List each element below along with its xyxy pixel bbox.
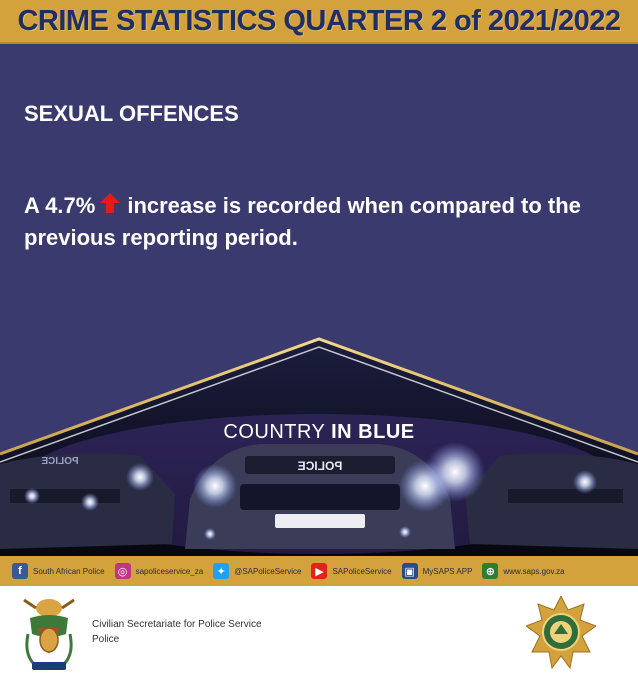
instagram-icon: ◎ — [115, 563, 131, 579]
banner-text-light: COUNTRY — [223, 421, 332, 443]
saps-star-badge-logo — [526, 596, 596, 670]
social-item-twitter[interactable] — [213, 563, 301, 579]
youtube-icon: ▶ — [311, 563, 327, 579]
social-item-instagram[interactable] — [115, 563, 204, 579]
main-panel — [0, 44, 638, 556]
social-item-youtube[interactable] — [311, 563, 391, 579]
mysaps-app-icon: ▣ — [402, 563, 418, 579]
facebook-icon: f — [12, 563, 28, 579]
section-title: SEXUAL OFFENCES — [24, 101, 239, 126]
footer — [0, 586, 638, 680]
stat-statement — [24, 190, 614, 254]
car-door-text: POLICE — [41, 456, 79, 467]
secretariat-line-2: Police — [92, 634, 120, 645]
globe-icon: ⊕ — [482, 563, 498, 579]
banner-text-bold: IN BLUE — [331, 421, 415, 443]
secretariat-text — [92, 617, 262, 647]
social-label: www.saps.gov.za — [503, 566, 565, 576]
header-bar — [0, 0, 638, 44]
page-title: CRIME STATISTICS QUARTER 2 of 2021/2022 — [17, 5, 621, 37]
social-label: SAPoliceService — [332, 566, 392, 576]
country-in-blue-banner — [0, 421, 638, 444]
twitter-icon: ✦ — [213, 563, 229, 579]
stat-description: increase is recorded when compared to the previous reporting period. — [24, 193, 581, 250]
social-item-facebook[interactable] — [12, 563, 105, 579]
social-label: sapoliceservice_za — [135, 566, 204, 576]
social-item-mysaps-app[interactable] — [402, 563, 473, 579]
social-label: MySAPS APP — [422, 566, 473, 576]
social-label: South African Police — [33, 566, 105, 576]
car-hood-text: POLICE — [297, 459, 343, 473]
social-item-globe[interactable] — [482, 563, 564, 579]
secretariat-line-1: Civilian Secretariate for Police Service — [92, 619, 262, 630]
arrow-up-icon — [99, 191, 121, 213]
stat-percentage: A 4.7% — [24, 193, 96, 218]
social-media-bar — [0, 556, 638, 586]
coat-of-arms-logo — [20, 594, 78, 674]
social-label: @SAPoliceService — [234, 566, 302, 576]
